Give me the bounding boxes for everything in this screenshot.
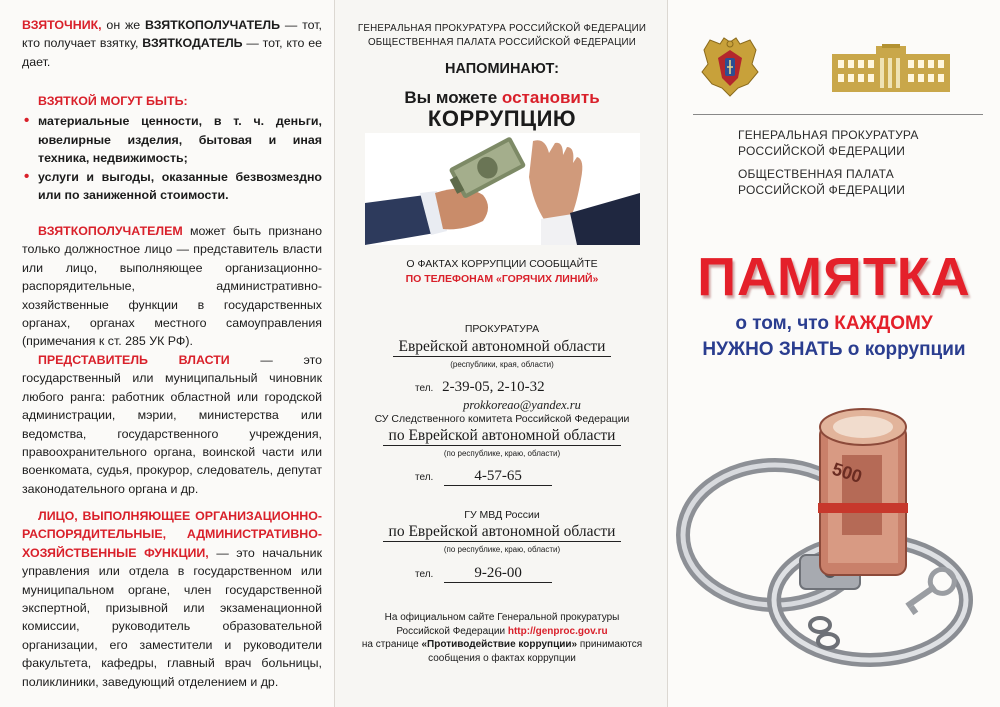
sk-caption: (по республике, краю, области) [443, 449, 561, 458]
mvd-caption: (по республике, краю, области) [443, 545, 561, 554]
mvd-region: по Еврейской автономной области [335, 523, 669, 542]
facts-line: О ФАКТАХ КОРРУПЦИИ СООБЩАЙТЕ [406, 258, 598, 270]
org-public-chamber: ОБЩЕСТВЕННАЯ ПАЛАТА РОССИЙСКОЙ ФЕДЕРАЦИИ [738, 167, 906, 197]
divider [693, 114, 983, 115]
prosecutor-phones[interactable]: 2-39-05, 2-10-32 [442, 379, 545, 395]
handcuffs-money-illustration [670, 385, 990, 675]
definition-recipient: ВЗЯТКОПОЛУЧАТЕЛЕМ может быть признано только должностное лицо — представитель власти или лицо, выполняющее организационно-распорядительные, административно-хозяйственные функции в государственных органах, органах местного самоуправления (примечания к ст. 285 УК РФ). [22, 224, 322, 349]
org-prosecutor-general: ГЕНЕРАЛЬНАЯ ПРОКУРАТУРА РОССИЙСКОЙ ФЕДЕРАЦИИ [738, 128, 919, 158]
org-header: ГЕНЕРАЛЬНАЯ ПРОКУРАТУРА РОССИЙСКОЙ ФЕДЕРАЦИИ ОБЩЕСТВЕННАЯ ПАЛАТА РОССИЙСКОЙ ФЕДЕРАЦИИ [357, 23, 647, 48]
sk-phone[interactable]: 4-57-65 [444, 468, 552, 486]
bribe-types [22, 92, 322, 204]
genproc-link[interactable]: http://genproc.gov.ru [507, 625, 608, 637]
bribe-type-item: • материальные ценности, в т. ч. деньги, ювелирные изделия, бытовая и иная техника, недвижимость; [22, 112, 322, 167]
corruption-word: КОРРУПЦИЮ [427, 106, 577, 131]
prosecutor-label: ПРОКУРАТУРА [464, 323, 540, 335]
memo-title: ПАМЯТКА [697, 247, 971, 307]
prosecutor-email[interactable]: prokkoreao@yandex.ru [463, 398, 581, 412]
public-chamber-building-icon [832, 44, 950, 92]
footer-note: На официальном сайте Генеральной прокуратуры Российской Федерации http://genproc.gov.ru на странице «Противодействие коррупции» принимаются сообщения о фактах коррупции [361, 612, 643, 664]
memo-subtitle: о том, что КАЖДОМУ НУЖНО ЗНАТЬ о коррупции [702, 313, 966, 360]
banknote-value: 500 [829, 458, 865, 487]
hand-bribe-photo [365, 133, 640, 245]
prosecutor-region: Еврейской автономной области [335, 338, 669, 357]
definition-bribe-taker: ВЗЯТОЧНИК, он же ВЗЯТКОПОЛУЧАТЕЛЬ — тот, кто получает взятку, ВЗЯТКОДАТЕЛЬ — тот, кто ее дает. [22, 18, 322, 69]
sk-region: по Еврейской автономной области [335, 427, 669, 446]
hotlines-line: ПО ТЕЛЕФОНАМ «ГОРЯЧИХ ЛИНИЙ» [405, 273, 599, 285]
mvd-phone[interactable]: 9-26-00 [444, 565, 552, 583]
definition-functions: ЛИЦО, ВЫПОЛНЯЮЩЕЕ ОРГАНИЗАЦИОННО-РАСПОРЯДИТЕЛЬНЫЕ, АДМИНИСТРАТИВНО-ХОЗЯЙСТВЕННЫЕ ФУНКЦИИ, — это начальник управления или отдела в государственном или муниципальном органе, член государственной экспертной, призывной или экзаменационной комиссии, руководитель образовательной организации, его заместители и руководители факультета, кафедры, главный врач больницы, поликлиники, заведующий отделением и др. [22, 509, 322, 689]
bribe-type-item: • услуги и выгоды, оказанные безвозмездно или по заниженной стоимости. [22, 168, 322, 205]
bribe-types-list [22, 112, 322, 204]
remind-heading: НАПОМИНАЮТ: [445, 61, 559, 77]
definition-official: ПРЕДСТАВИТЕЛЬ ВЛАСТИ — это государственный или муниципальный чиновник любого ранга: работник областной или городской администрации, мэрии, министерства или ведомства, государственного учреждения, правоохранительного органа, воинской части или военкомата, судья, прокурор, следователь, депутат законодательного органа и др. [22, 353, 322, 496]
panel-contacts [334, 0, 668, 707]
stop-line: Вы можете остановить [404, 88, 600, 107]
sk-phone-row: тел. 4-57-65 [415, 468, 552, 486]
prosecutor-phone-row: тел. 2-39-05, 2-10-32 [415, 379, 545, 395]
sk-label: СУ Следственного комитета Российской Федерации [374, 413, 630, 425]
mvd-label: ГУ МВД России [464, 509, 540, 521]
bribe-types-heading: ВЗЯТКОЙ МОГУТ БЫТЬ: [38, 94, 188, 108]
prosecutor-caption: (республики, края, области) [450, 360, 554, 369]
prosecutor-emblem-icon [700, 36, 760, 98]
panel-definitions [0, 0, 334, 707]
mvd-phone-row: тел. 9-26-00 [415, 565, 552, 583]
